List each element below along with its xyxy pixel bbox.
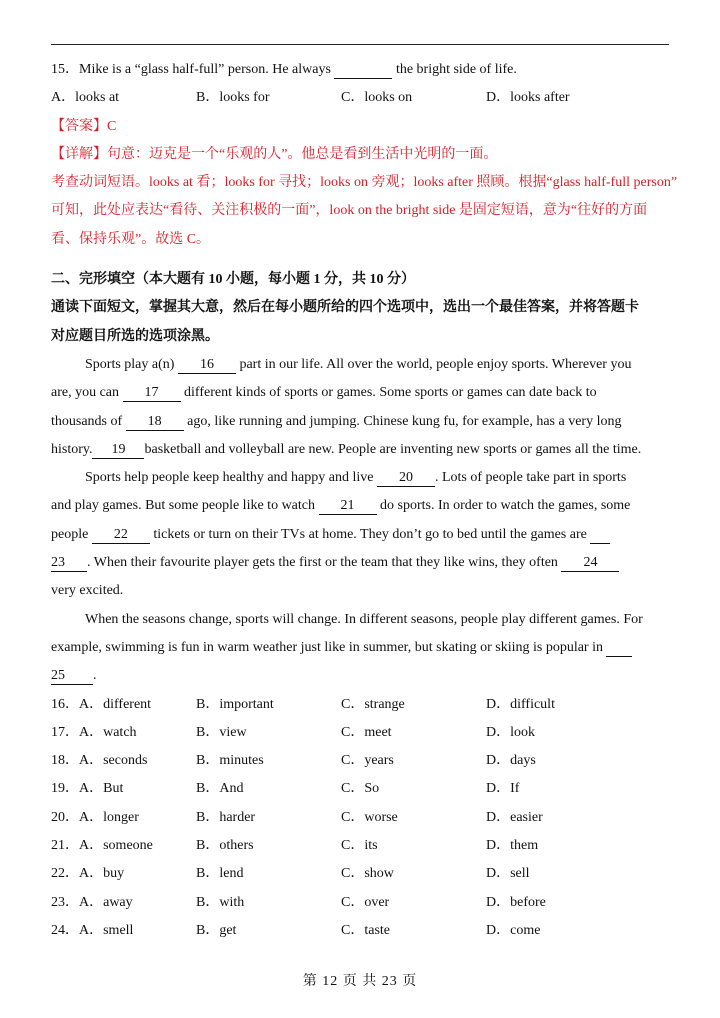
question-15-stem: 15．Mike is a “glass half-full” person. He always the bright side of life. [51,62,517,77]
blank-17: 17 [123,385,181,402]
options-row-20: 20．A．longer B．harder C．worse D．easier [51,809,543,825]
explanation-line-1: 【详解】句意：迈克是一个“乐观的人”。他总是看到生活中光明的一面。 [51,146,498,162]
passage-line-8: 23 . When their favourite player gets the first or the team that they like wins, they often 24 [51,549,669,577]
blank-20: 20 [377,470,435,487]
passage-line-6: and play games. But some people like to watch 21 do sports. In order to watch the games, some [51,498,631,514]
passage-line-10: When the seasons change, sports will change. In different seasons, people play different games. For [85,611,643,627]
question-15-options [51,84,669,112]
options-row-22: 22．A．buy B．lend C．show D．sell [51,866,530,882]
answer-blank [334,62,392,79]
answer-line: 【答案】C [51,118,117,134]
passage-line-7: people 22 tickets or turn on their TVs at home. They don’t go to bed until the games are [51,521,669,549]
blank-19: 19 [92,442,144,459]
blank-22: 22 [92,527,150,544]
passage-line-12: 25 . [51,668,97,684]
option-b: B．looks for [196,90,270,106]
passage-line-2: are, you can 17 different kinds of sports or games. Some sports or games can date back to [51,385,597,401]
page-footer: 第 12 页 共 23 页 [302,974,418,989]
options-row-19: 19．A．But B．And C．So D．If [51,781,520,797]
blank-25: 25 [51,668,93,685]
option-a: A．looks at [51,90,120,106]
passage-line-11: example, swimming is fun in warm weather just like in summer, but skating or skiing is popular in [51,634,669,662]
blank-21: 21 [319,498,377,515]
blank-25-start [606,640,632,657]
blank-18: 18 [126,414,184,431]
options-row-21: 21．A．someone B．others C．its D．them [51,838,539,854]
instructions-line-2: 对应题目所选的选项涂黑。 [51,328,219,344]
section-heading: 二、完形填空（本大题有 10 小题，每小题 1 分，共 10 分） [51,272,415,288]
explanation-line-3: 可知，此处应表达“看待、关注积极的一面”，look on the bright side 是固定短语，意为“往好的方面 [51,203,648,219]
blank-23: 23 [51,555,87,572]
options-row-24: 24．A．smell B．get C．taste D．come [51,922,541,938]
options-row-17: 17．A．watch B．view C．meet D．look [51,724,535,740]
options-row-16: 16．A．different B．important C．strange D．difficult [51,696,555,712]
options-row-23: 23．A．away B．with C．over D．before [51,894,546,910]
instructions-line-1: 通读下面短文，掌握其大意，然后在每小题所给的四个选项中，选出一个最佳答案，并将答题卡 [51,300,639,316]
passage-line-1: Sports play a(n) 16 part in our life. All over the world, people enjoy sports. Wherever you [85,356,632,372]
header-rule [51,44,669,45]
passage-line-5: Sports help people keep healthy and happy and live 20 . Lots of people take part in sports [85,470,627,486]
blank-24: 24 [561,555,619,572]
blank-23-start [590,527,610,544]
option-c: C．looks on [341,90,413,106]
options-row-18: 18．A．seconds B．minutes C．years D．days [51,753,536,769]
passage-line-4: history. 19 basketball and volleyball are new. People are inventing new sports or games all the time. [51,441,642,457]
explanation-line-4: 看、保持乐观”。故选 C。 [51,231,211,247]
page-body [51,56,678,945]
option-d: D．looks after [486,90,570,106]
passage-line-9: very excited. [51,583,124,599]
passage-line-3: thousands of 18 ago, like running and jumping. Chinese kung fu, for example, has a very long [51,413,622,429]
explanation-line-2: 考查动词短语。looks at 看；looks for 寻找；looks on 旁观；looks after 照顾。根据“glass half-full person” [51,175,678,191]
blank-16: 16 [178,357,236,374]
